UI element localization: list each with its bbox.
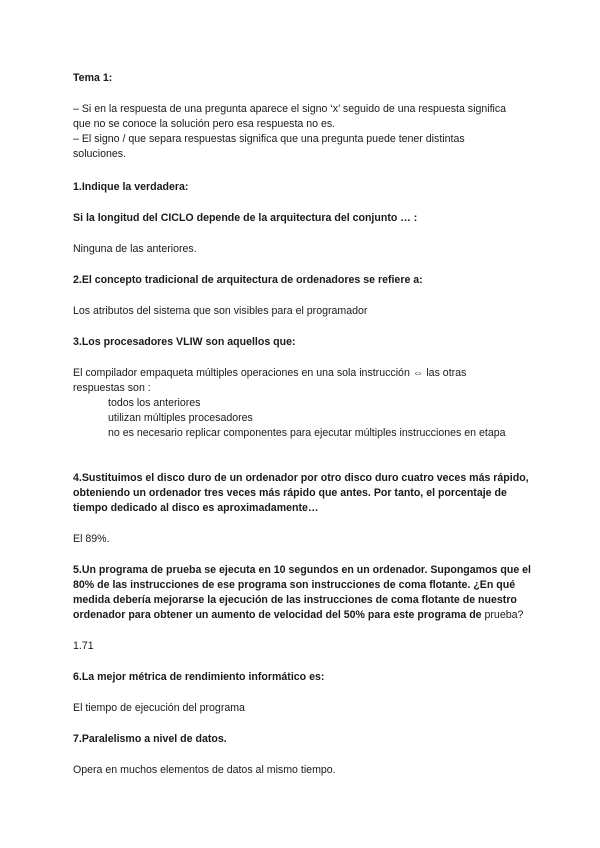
q2-question: 2.El concepto tradicional de arquitectura de ordenadores se refiere a: (73, 274, 423, 286)
q6-answer: El tiempo de ejecución del programa (73, 702, 245, 714)
page-title: Tema 1: (73, 72, 113, 84)
question-line: tiempo dedicado al disco es aproximadamente… (73, 502, 319, 514)
q3-option: no es necesario replicar componentes para ejecutar múltiples instrucciones en etapa (108, 427, 506, 439)
question-line: obteniendo un ordenador tres veces más rápido que antes. Por tanto, el porcentaje de (73, 487, 507, 499)
q3-option: utilizan múltiples procesadores (108, 412, 253, 424)
q3-option: todos los anteriores (108, 397, 201, 409)
q3-question: 3.Los procesadores VLIW son aquellos que: (73, 336, 296, 348)
q1-answer: Ninguna de las anteriores. (73, 243, 197, 255)
note-line: ‒ El signo / que separa respuestas significa que una pregunta puede tener distintas (73, 133, 465, 145)
q1-heading: 1.Indique la verdadera: (73, 181, 189, 193)
q5-answer: 1.71 (73, 640, 94, 652)
question-last-bold: ordenador para obtener un aumento de velocidad del 50% para este programa de (73, 609, 485, 621)
question-line: 4.Sustituimos el disco duro de un ordenador por otro disco duro cuatro veces más rápido, (73, 472, 529, 484)
note-line: que no se conoce la solución pero esa respuesta no es. (73, 118, 336, 130)
q4-question (73, 471, 533, 516)
note-line: ‒ Si en la respuesta de una pregunta aparece el signo ‘x’ seguido de una respuesta significa (73, 103, 507, 115)
q5-question (73, 563, 533, 623)
question-last-normal: prueba? (484, 609, 524, 621)
question-line (73, 608, 533, 623)
q1-question: Si la longitud del CICLO depende de la arquitectura del conjunto … : (73, 212, 418, 224)
q6-question: 6.La mejor métrica de rendimiento informático es: (73, 671, 325, 683)
q7-question: 7.Paralelismo a nivel de datos. (73, 733, 227, 745)
answer-line: El compilador empaqueta múltiples operaciones en una sola instrucción ⇔ las otras (73, 367, 467, 379)
answer-line: respuestas son : (73, 382, 151, 394)
question-line: medida debería mejorarse la ejecución de las instrucciones de coma flotante de nuestro (73, 594, 517, 606)
instructions-note (73, 102, 533, 162)
question-line: 5.Un programa de prueba se ejecuta en 10 segundos en un ordenador. Supongamos que el (73, 564, 531, 576)
note-line: soluciones. (73, 148, 126, 160)
q2-answer: Los atributos del sistema que son visibles para el programador (73, 305, 368, 317)
q7-answer: Opera en muchos elementos de datos al mismo tiempo. (73, 764, 336, 776)
q4-answer: El 89%. (73, 533, 110, 545)
question-line: 80% de las instrucciones de ese programa son instrucciones de coma flotante. ¿En qué (73, 579, 516, 591)
q3-answer (73, 366, 533, 441)
